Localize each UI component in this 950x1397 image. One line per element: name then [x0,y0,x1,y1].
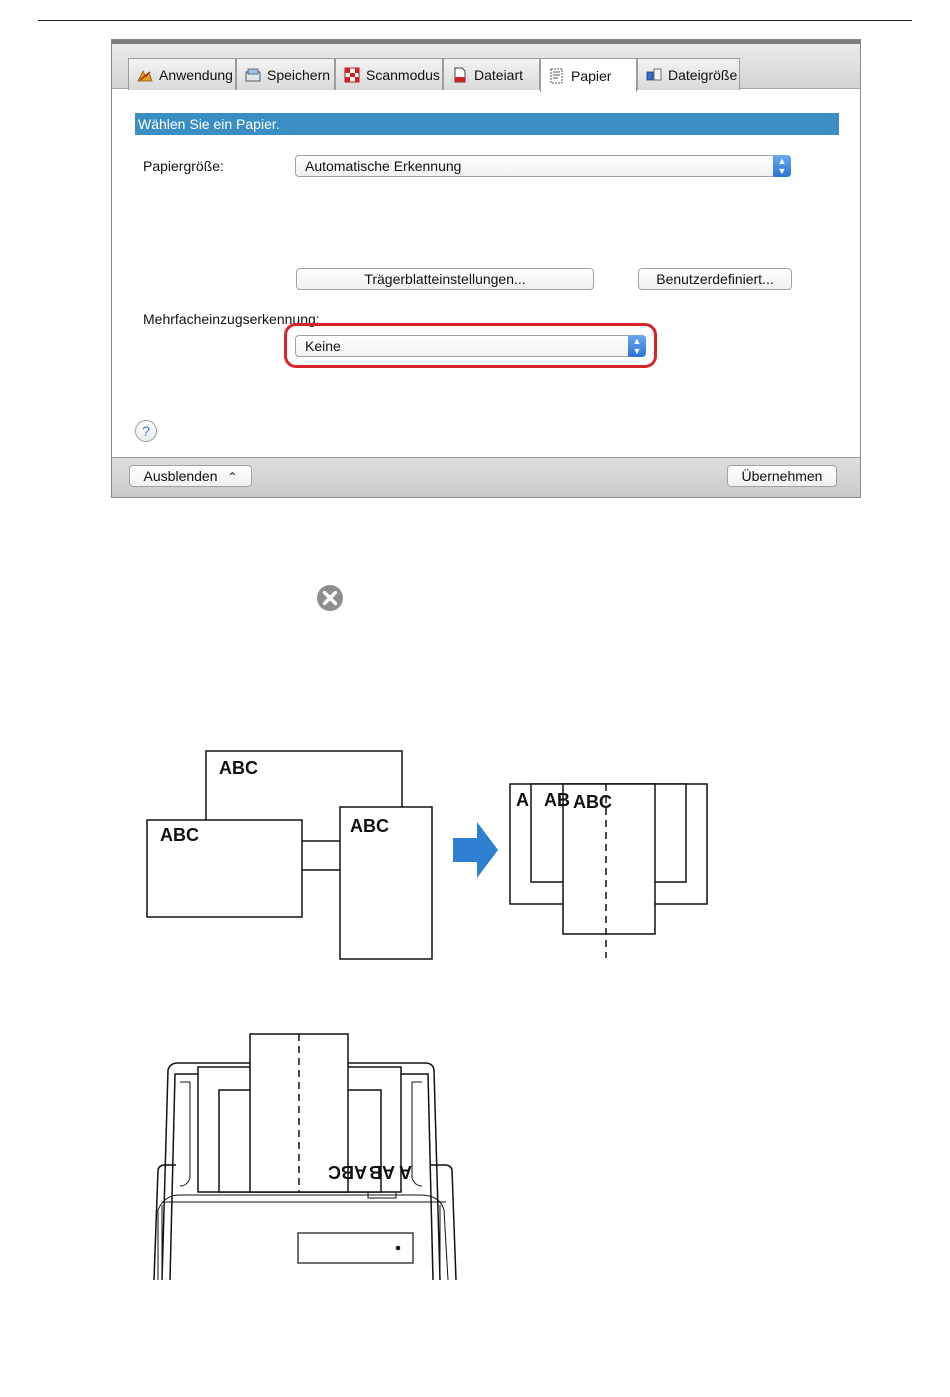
close-circle-icon [316,584,344,612]
apply-button[interactable]: Übernehmen [727,465,837,487]
document-alignment-diagram [130,740,730,970]
hide-button-label: Ausblenden [143,468,218,484]
multifeed-value: Keine [305,338,341,354]
abc-label: A [516,790,529,810]
paper-size-value: Automatische Erkennung [305,158,462,174]
tab-scanmodus[interactable] [335,58,443,90]
custom-size-button[interactable]: Benutzerdefiniert... [638,268,792,290]
application-icon [137,67,153,83]
multifeed-label: Mehrfacheinzugserkennung: [143,311,320,327]
file-type-icon [452,67,468,83]
aligned-documents [510,784,707,958]
dialog-footer [112,457,860,498]
tab-label: Dateigröße [668,66,738,83]
paper-size-label: Papiergröße: [143,158,224,174]
carrier-sheet-settings-button[interactable]: Trägerblatteinstellungen... [296,268,594,290]
tab-bar [112,40,860,89]
tab-dateiart[interactable] [443,58,540,90]
paper-size-popup[interactable] [295,155,791,177]
abc-label: ABC [350,816,389,836]
chevron-up-icon: ⌃ [227,470,238,484]
chevron-updown-icon: ▲ ▼ [773,155,791,177]
tab-label: Scanmodus [366,66,440,83]
scan-settings-dialog [111,39,861,498]
highlight-frame [284,323,657,368]
tab-speichern[interactable] [236,58,335,90]
abc-label: A [399,1162,412,1182]
chevron-updown-icon: ▲ ▼ [628,335,646,357]
abc-label: ABC [328,1162,367,1182]
top-divider [38,20,912,21]
abc-label: AB [544,790,570,810]
loaded-documents [198,1034,412,1192]
hide-button[interactable] [129,465,252,487]
arrow-right-icon [453,822,498,878]
tab-label: Dateiart [474,66,524,83]
paper-icon [549,68,565,84]
save-tray-icon [245,67,261,83]
file-size-icon [646,67,662,83]
scanner-loading-diagram [140,1030,470,1282]
tab-dateigroesse[interactable] [637,58,740,90]
tab-anwendung[interactable] [128,58,236,90]
abc-label: ABC [160,825,199,845]
tab-label: Papier [571,67,612,84]
unaligned-documents [147,751,432,959]
scan-mode-icon [344,67,360,83]
tab-label: Speichern [267,66,331,83]
abc-label: ABC [573,792,612,812]
section-banner: Wählen Sie ein Papier. [135,113,839,135]
abc-label: AB [369,1162,395,1182]
tab-label: Anwendung [159,66,233,83]
abc-label: ABC [219,758,258,778]
help-button[interactable]: ? [135,420,157,442]
tab-papier[interactable] [540,58,637,92]
